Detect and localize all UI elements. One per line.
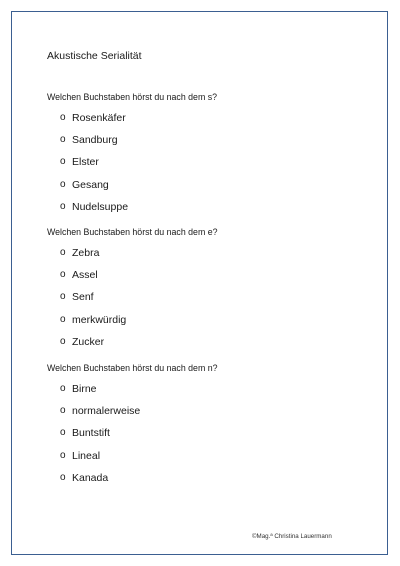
- circle-bullet-icon: o: [60, 383, 66, 394]
- list-item: [47, 196, 217, 218]
- word: Gesang: [72, 178, 109, 191]
- list-item: [47, 151, 217, 173]
- circle-bullet-icon: o: [60, 200, 66, 212]
- word-list: [47, 242, 218, 353]
- word-list: [47, 378, 218, 489]
- question-section-e: [47, 226, 218, 353]
- word: Kanada: [72, 471, 109, 484]
- word: Senf: [72, 291, 94, 304]
- circle-bullet-icon: o: [60, 427, 66, 439]
- question-text: Welchen Buchstaben hörst du nach dem e?: [47, 227, 218, 237]
- circle-bullet-icon: o: [60, 178, 66, 190]
- word: Zucker: [72, 335, 105, 348]
- word: Nudelsuppe: [72, 200, 129, 213]
- list-item: [47, 107, 217, 129]
- circle-bullet-icon: o: [60, 471, 66, 483]
- list-item: [47, 242, 218, 264]
- question-section-s: [47, 91, 217, 218]
- list-item: [47, 331, 218, 353]
- word: Rosenkäfer: [72, 112, 126, 124]
- circle-bullet-icon: o: [60, 335, 66, 347]
- word-list: [47, 107, 217, 218]
- list-item: [47, 445, 218, 467]
- question-section-n: [47, 362, 218, 489]
- copyright-footer: ©Mag.ª Christina Lauermann: [252, 533, 332, 540]
- question-text: Welchen Buchstaben hörst du nach dem s?: [47, 92, 218, 102]
- circle-bullet-icon: o: [60, 405, 66, 417]
- word: Lineal: [72, 449, 101, 462]
- list-item: [47, 422, 218, 444]
- word: Assel: [72, 269, 98, 282]
- list-item: [47, 400, 218, 422]
- list-item: [47, 264, 218, 286]
- worksheet-title: Akustische Serialität: [47, 50, 142, 62]
- list-item: [47, 129, 217, 151]
- list-item: [47, 309, 218, 331]
- circle-bullet-icon: o: [60, 156, 66, 168]
- circle-bullet-icon: o: [60, 247, 66, 258]
- list-item: [47, 286, 218, 308]
- word: Elster: [72, 156, 99, 169]
- circle-bullet-icon: o: [60, 112, 66, 123]
- circle-bullet-icon: o: [60, 269, 66, 281]
- circle-bullet-icon: o: [60, 313, 66, 325]
- word: merkwürdig: [72, 313, 127, 326]
- list-item: [47, 378, 218, 400]
- list-item: [47, 174, 217, 196]
- word: Zebra: [72, 247, 100, 259]
- list-item: [47, 467, 218, 489]
- word: Buntstift: [72, 427, 110, 440]
- circle-bullet-icon: o: [60, 449, 66, 461]
- word: Sandburg: [72, 134, 118, 147]
- word: normalerweise: [72, 405, 141, 418]
- circle-bullet-icon: o: [60, 134, 66, 146]
- word: Birne: [72, 383, 97, 395]
- question-text: Welchen Buchstaben hörst du nach dem n?: [47, 363, 218, 373]
- circle-bullet-icon: o: [60, 291, 66, 303]
